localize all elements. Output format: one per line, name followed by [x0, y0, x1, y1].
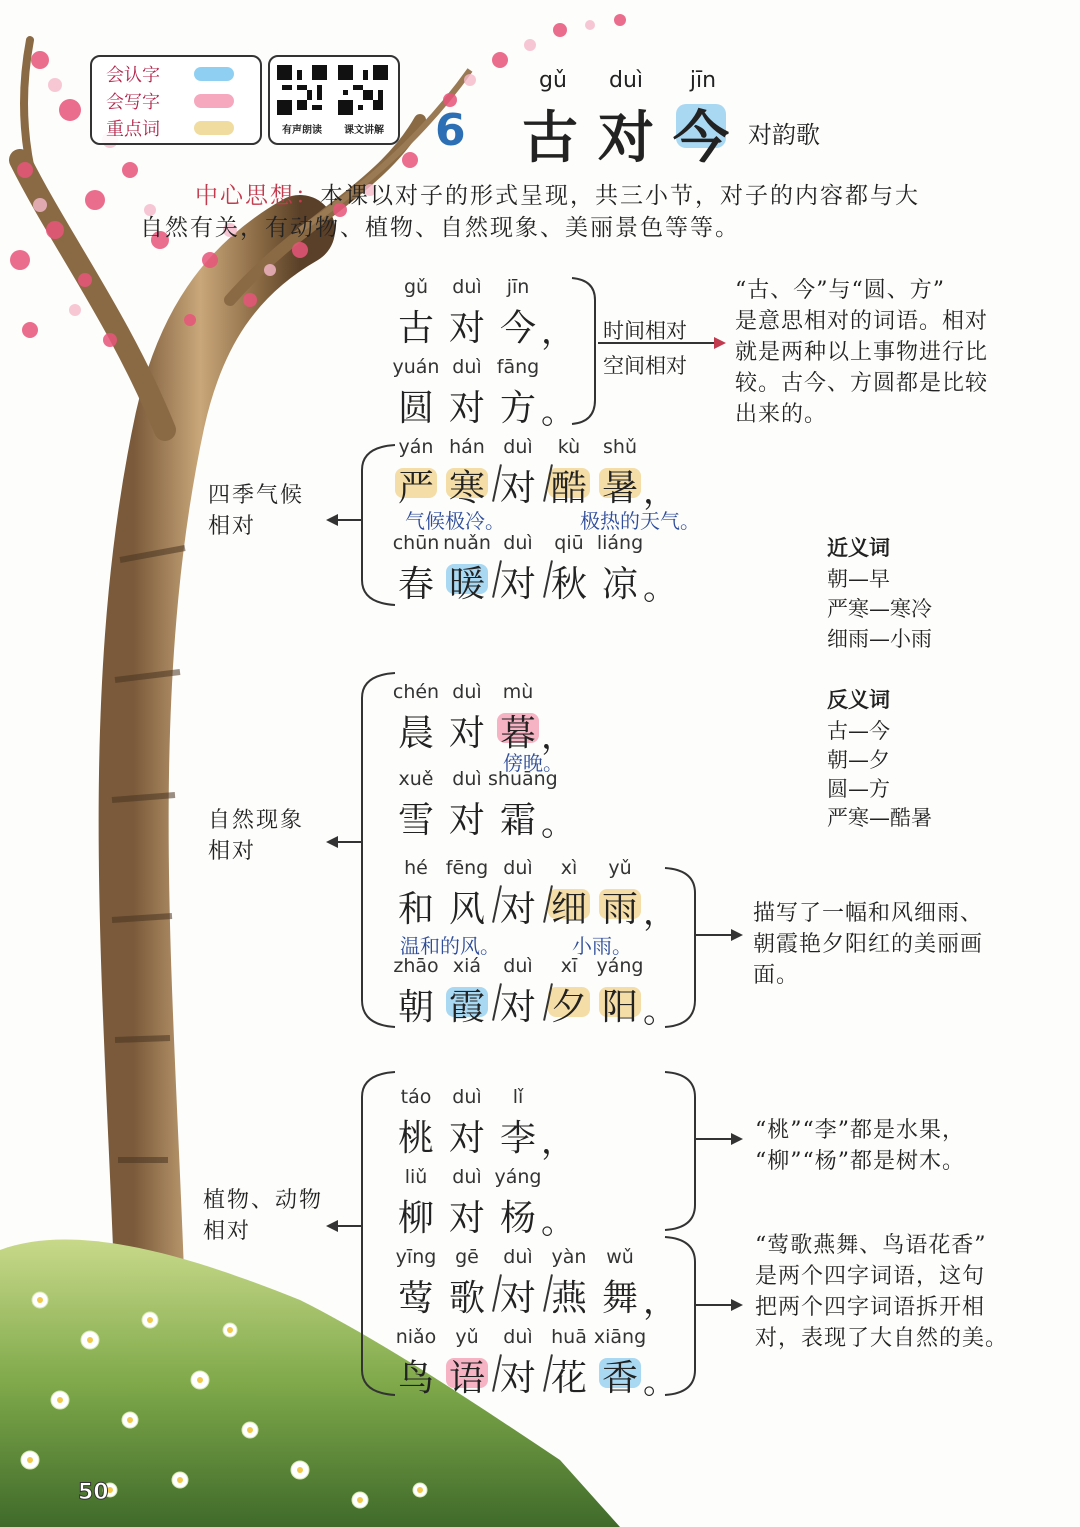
verse-char: 朝: [397, 987, 434, 1028]
antonym-item: 圆—方: [827, 777, 890, 801]
label-seasons: [208, 480, 304, 542]
verse-char: 暑: [601, 468, 638, 509]
label-plants: [203, 1185, 323, 1247]
verse-char: 花: [550, 1358, 587, 1399]
legend-row-recognize: [106, 61, 234, 87]
verse-char: 凉: [601, 564, 638, 605]
verse-punctuation: 。: [643, 991, 677, 1031]
verse-char: 柳: [397, 1198, 434, 1239]
central-idea: [140, 180, 1000, 244]
verse-char: 对: [448, 388, 485, 429]
verse-pinyin: hé: [404, 857, 428, 879]
note-line: “柳”“杨”都是树木。: [755, 1149, 965, 1174]
qr-caption: 课文讲解: [344, 125, 384, 136]
verse-pinyin: wǔ: [606, 1246, 634, 1268]
verse-pinyin: liáng: [596, 532, 644, 554]
synonym-item: 严寒—寒冷: [827, 597, 932, 621]
verse-pinyin: yáng: [596, 955, 644, 977]
note-line: 把两个四字词语拆开相: [755, 1295, 986, 1320]
verse-char: 今: [499, 308, 536, 349]
label-line: 相对: [208, 839, 257, 864]
verse-punctuation: ，: [541, 717, 575, 757]
central-idea-line: 本课以对子的形式呈现，共三小节，对子的内容都与大: [320, 183, 920, 209]
verse-char: 细: [550, 889, 587, 930]
verse-char: 严: [397, 468, 434, 509]
verse-pinyin: yīng: [395, 1246, 437, 1268]
verse-pinyin: xī: [560, 955, 578, 977]
synonym-item: 细雨—小雨: [827, 627, 932, 651]
note-line: 出来的。: [735, 402, 828, 427]
verse-pinyin: duì: [452, 681, 482, 703]
title-pinyin: jīn: [689, 68, 717, 93]
verse-pinyin: xì: [560, 857, 578, 879]
label-nature: [208, 805, 304, 867]
verse-char: 春: [397, 564, 434, 605]
verse-pinyin: yǔ: [455, 1326, 479, 1348]
note-line: “莺歌燕舞、鸟语花香”: [755, 1233, 987, 1258]
verse-pinyin: xiāng: [593, 1326, 647, 1348]
verse-pinyin: duì: [503, 532, 533, 554]
legend-label: 会写字: [106, 92, 160, 113]
verse-pinyin: duì: [452, 1166, 482, 1188]
note-line: 是意思相对的词语。相对: [735, 309, 989, 334]
note-line: 描写了一幅和风细雨、: [753, 901, 984, 926]
note-line: “桃”“李”都是水果，: [755, 1118, 965, 1143]
note-line: “古、今”与“圆、方”: [735, 278, 945, 303]
verse-char: 暖: [448, 564, 485, 605]
verse-char: 酷: [550, 468, 587, 509]
verse-punctuation: 。: [541, 804, 575, 844]
note-dusk: 傍晚。: [503, 751, 563, 775]
verse-pinyin: yuán: [392, 356, 440, 378]
label-line: 植物、动物: [203, 1188, 324, 1213]
verse-char: 寒: [448, 468, 485, 509]
verse-pinyin: yǔ: [608, 857, 632, 879]
title-char: 古: [522, 105, 578, 171]
verse-char: 燕: [550, 1278, 587, 1319]
verse-pinyin: zhāo: [393, 955, 439, 977]
verse-char: 对: [448, 1198, 485, 1239]
title-pinyin: duì: [608, 68, 644, 93]
verse-char: 和: [397, 889, 434, 930]
legend-label: 会认字: [106, 65, 160, 86]
note-cold: 气候极冷。: [405, 509, 505, 533]
note-line: 朝霞艳夕阳红的美丽画: [753, 932, 984, 957]
verse-pinyin: duì: [452, 1086, 482, 1108]
verse-char: 方: [499, 388, 536, 429]
antonym-item: 朝—夕: [827, 748, 890, 772]
note-line: 就是两种以上事物进行比: [735, 340, 989, 365]
note-drizzle: 小雨。: [572, 934, 632, 958]
page-number: 50: [78, 1480, 109, 1505]
note-time: 时间相对: [603, 319, 687, 343]
title-char: 今: [673, 105, 729, 171]
central-idea-line: 自然有关，有动物、植物、自然现象、美丽景色等等。: [140, 215, 740, 241]
verse-pinyin: hán: [449, 436, 485, 458]
verse-pinyin: nuǎn: [443, 532, 491, 554]
verse-pinyin: yán: [398, 436, 434, 458]
legend-label: 重点词: [106, 119, 160, 140]
title-char: 对: [598, 105, 654, 171]
note-fruit: [755, 1115, 1055, 1177]
verse-pinyin: duì: [503, 1246, 533, 1268]
verse-char: 对: [448, 800, 485, 841]
verse-pinyin: xuě: [398, 768, 434, 790]
antonym-item: 严寒—酷暑: [827, 806, 932, 830]
verse-char: 圆: [397, 388, 434, 429]
note-hot: 极热的天气。: [580, 509, 700, 533]
verse-punctuation: 。: [541, 1202, 575, 1242]
legend-box: [90, 55, 262, 145]
verse-char: 鸟: [397, 1358, 434, 1399]
central-idea-label: 中心思想：: [195, 183, 320, 209]
verse-punctuation: ，: [643, 472, 677, 512]
verse-char: 风: [448, 889, 485, 930]
legend-row-keyword: [106, 115, 234, 141]
verse-pinyin: duì: [503, 857, 533, 879]
qr-box: [268, 55, 400, 145]
verse-char: 雪: [397, 800, 434, 841]
verse-pinyin: niǎo: [395, 1326, 437, 1348]
verse-pinyin: duì: [503, 436, 533, 458]
title-pinyin: gǔ: [539, 68, 567, 93]
verse-pinyin: jīn: [506, 276, 530, 298]
verse-char: 暮: [499, 713, 536, 754]
synonym-item: 朝—早: [827, 567, 890, 591]
verse-char: 桃: [397, 1118, 434, 1159]
note-line: 是两个四字词语，这句: [755, 1264, 986, 1289]
verse-pinyin: shuāng: [488, 768, 558, 790]
verse-pinyin: shǔ: [603, 436, 637, 458]
verse-char: 香: [601, 1358, 638, 1399]
antonym-item: 古—今: [827, 719, 890, 743]
verse-pinyin: qiū: [554, 532, 584, 554]
verse-char: 李: [499, 1118, 536, 1159]
verse-char: 对: [448, 1118, 485, 1159]
synonyms-heading: 近义词: [827, 536, 890, 560]
verse-char: 对: [448, 308, 485, 349]
note-space: 空间相对: [603, 354, 687, 378]
verse-pinyin: duì: [452, 768, 482, 790]
note-breeze: 温和的风。: [400, 934, 500, 958]
label-line: 相对: [203, 1219, 252, 1244]
qr-code-lecture[interactable]: [338, 65, 388, 115]
verse-pinyin: gē: [455, 1246, 479, 1268]
verse-char: 对: [499, 1358, 536, 1399]
verse-punctuation: ，: [541, 312, 575, 352]
verse-pinyin: chūn: [392, 532, 440, 554]
verse-pinyin: fāng: [496, 356, 540, 378]
verse-char: 古: [397, 308, 434, 349]
verse-pinyin: yáng: [494, 1166, 542, 1188]
verse-pinyin: chén: [392, 681, 440, 703]
note-picture: [753, 898, 1053, 991]
verse-char: 舞: [601, 1278, 638, 1319]
antonyms-heading: 反义词: [827, 688, 890, 712]
verse-punctuation: 。: [541, 392, 575, 432]
verse-char: 阳: [601, 987, 638, 1028]
verse-char: 霜: [499, 800, 536, 841]
legend-swatch-blue: [194, 67, 234, 81]
verse-char: 晨: [397, 713, 434, 754]
verse-char: 歌: [448, 1278, 485, 1319]
verse-char: 霞: [448, 987, 485, 1028]
verse-char: 对: [499, 468, 536, 509]
verse-char: 对: [499, 564, 536, 605]
label-line: 四季气候: [208, 483, 305, 508]
legend-swatch-yellow: [194, 121, 234, 135]
note-line: 面。: [753, 963, 800, 988]
legend-row-write: [106, 88, 234, 114]
verse-pinyin: duì: [503, 1326, 533, 1348]
qr-code-audio[interactable]: [277, 65, 327, 115]
verse-char: 雨: [601, 889, 638, 930]
verse-pinyin: lǐ: [512, 1086, 524, 1108]
note-gujin: [735, 275, 1055, 430]
verse-char: 对: [448, 713, 485, 754]
verse-punctuation: ，: [643, 1282, 677, 1322]
verse-pinyin: gǔ: [403, 276, 429, 298]
verse-pinyin: liǔ: [404, 1166, 428, 1188]
qr-caption: 有声朗读: [282, 125, 322, 136]
verse-pinyin: xiá: [452, 955, 482, 977]
verse-pinyin: fēng: [445, 857, 489, 879]
note-line: 对，表现了大自然的美。: [755, 1326, 1009, 1351]
verse-punctuation: ，: [541, 1122, 575, 1162]
note-idiom: [755, 1230, 1055, 1354]
verse-pinyin: mù: [502, 681, 534, 703]
verse-pinyin: huā: [551, 1326, 587, 1348]
legend-swatch-pink: [194, 94, 234, 108]
verse-char: 对: [499, 1278, 536, 1319]
verse-pinyin: duì: [452, 276, 482, 298]
label-line: 自然现象: [208, 808, 305, 833]
verse-pinyin: kù: [557, 436, 581, 458]
subtitle: 对韵歌: [748, 121, 820, 149]
verse-char: 对: [499, 987, 536, 1028]
note-line: 较。古今、方圆都是比较: [735, 371, 989, 396]
verse-char: 秋: [550, 564, 587, 605]
verse-char: 对: [499, 889, 536, 930]
verse-char: 杨: [499, 1198, 536, 1239]
verse-punctuation: ，: [643, 893, 677, 933]
lesson-number: 6: [435, 105, 466, 156]
verse-pinyin: duì: [503, 955, 533, 977]
verse-punctuation: 。: [643, 1362, 677, 1402]
verse-punctuation: 。: [643, 568, 677, 608]
verse-pinyin: táo: [400, 1086, 432, 1108]
verse-pinyin: yàn: [551, 1246, 587, 1268]
label-line: 相对: [208, 514, 257, 539]
verse-char: 夕: [550, 987, 587, 1028]
verse-pinyin: duì: [452, 356, 482, 378]
verse-char: 莺: [397, 1278, 434, 1319]
verse-char: 语: [448, 1358, 485, 1399]
